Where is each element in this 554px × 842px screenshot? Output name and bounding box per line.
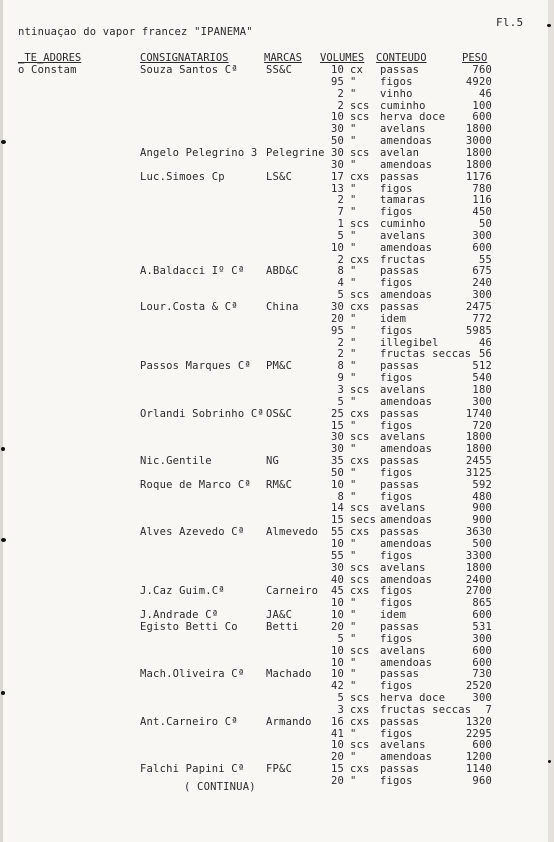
volume-unit-cell: cxs <box>350 408 370 420</box>
volume-count-cell: 8 <box>337 360 344 372</box>
contents-cell: amendoas <box>380 514 433 526</box>
contents-cell: passas <box>380 455 420 467</box>
volume-count-cell: 5 <box>337 692 344 704</box>
mark-cell: JA&C <box>266 609 293 621</box>
volume-count-cell: 7 <box>337 206 344 218</box>
volume-count-cell: 4 <box>337 277 344 289</box>
volume-count-cell: 35 <box>330 455 344 467</box>
scan-speck <box>1 447 5 451</box>
contents-cell: figos <box>380 372 413 384</box>
weight-cell: 1800 <box>465 159 492 171</box>
contents-cell: cuminho <box>380 218 426 230</box>
volume-count-cell: 2 <box>337 348 344 360</box>
volume-unit-cell: cxs <box>350 171 370 183</box>
volume-unit-cell: " <box>350 242 357 254</box>
contents-cell: passas <box>380 763 420 775</box>
weight-cell: 1200 <box>465 751 492 763</box>
volume-count-cell: 10 <box>330 538 344 550</box>
mark-cell: PM&C <box>266 360 293 372</box>
contents-cell: amendoas <box>380 159 433 171</box>
volume-unit-cell: " <box>350 337 357 349</box>
contents-cell: amendoas <box>380 574 433 586</box>
weight-cell: 592 <box>472 479 492 491</box>
volume-count-cell: 2 <box>337 337 344 349</box>
contents-cell: amendoas <box>380 751 433 763</box>
weight-cell: 46 <box>478 88 492 100</box>
volume-unit-cell: " <box>350 135 357 147</box>
contents-cell: passas <box>380 526 420 538</box>
mark-cell: Pelegrine <box>266 147 325 159</box>
weight-cell: 730 <box>472 668 492 680</box>
weight-cell: 512 <box>472 360 492 372</box>
volume-count-cell: 15 <box>330 763 344 775</box>
mark-cell: Armando <box>266 716 312 728</box>
sheet-number: Fl.5 <box>496 16 524 29</box>
volume-count-cell: 13 <box>330 183 344 195</box>
weight-cell: 1800 <box>465 443 492 455</box>
volume-count-cell: 30 <box>330 147 344 159</box>
weight-cell: 1176 <box>465 171 492 183</box>
contents-cell: figos <box>380 680 413 692</box>
weight-cell: 116 <box>472 194 492 206</box>
weight-cell: 3300 <box>465 550 492 562</box>
weight-cell: 600 <box>472 111 492 123</box>
weight-cell: 180 <box>472 384 492 396</box>
volume-count-cell: 41 <box>330 728 344 740</box>
volume-unit-cell: " <box>350 728 357 740</box>
volume-count-cell: 30 <box>330 123 344 135</box>
volume-count-cell: 5 <box>337 633 344 645</box>
contents-cell: avelans <box>380 230 426 242</box>
right-page-edge <box>548 0 554 842</box>
volume-unit-cell: scs <box>350 100 370 112</box>
volume-count-cell: 15 <box>330 514 344 526</box>
scan-speck <box>547 24 551 27</box>
volume-unit-cell: " <box>350 183 357 195</box>
scan-speck <box>1 140 6 144</box>
volume-count-cell: 5 <box>337 230 344 242</box>
document-title: ntinuaçao do vapor francez "IPANEMA" <box>18 26 253 38</box>
consignee-cell: A.Baldacci Iº Cª <box>140 265 245 277</box>
consignee-cell: Lour.Costa & Cª <box>140 301 238 313</box>
weight-cell: 2700 <box>465 585 492 597</box>
weight-cell: 3630 <box>465 526 492 538</box>
volume-unit-cell: cx <box>350 64 364 76</box>
volume-count-cell: 40 <box>330 574 344 586</box>
volume-unit-cell: " <box>350 680 357 692</box>
mark-cell: Betti <box>266 621 299 633</box>
volume-unit-cell: scs <box>350 692 370 704</box>
contents-cell: passas <box>380 265 420 277</box>
weight-cell: 3000 <box>465 135 492 147</box>
volume-unit-cell: " <box>350 491 357 503</box>
contents-cell: amendoas <box>380 135 433 147</box>
contents-cell: amendoas <box>380 657 433 669</box>
contents-cell: avelans <box>380 502 426 514</box>
weight-cell: 3125 <box>465 467 492 479</box>
weight-cell: 720 <box>472 420 492 432</box>
volume-unit-cell: scs <box>350 431 370 443</box>
weight-cell: 760 <box>472 64 492 76</box>
contents-cell: passas <box>380 64 420 76</box>
volume-unit-cell: cxs <box>350 455 370 467</box>
consignee-cell: Alves Azevedo Cª <box>140 526 245 538</box>
weight-cell: 675 <box>472 265 492 277</box>
consignee-cell: Luc.Simoes Cp <box>140 171 225 183</box>
contents-cell: passas <box>380 408 420 420</box>
weight-cell: 500 <box>472 538 492 550</box>
volume-unit-cell: " <box>350 265 357 277</box>
volume-unit-cell: " <box>350 657 357 669</box>
contents-cell: figos <box>380 277 413 289</box>
volume-unit-cell: " <box>350 88 357 100</box>
contents-cell: passas <box>380 479 420 491</box>
volume-unit-cell: scs <box>350 111 370 123</box>
volume-unit-cell: " <box>350 668 357 680</box>
contents-cell: figos <box>380 206 413 218</box>
exporter-name: o Constam <box>18 64 77 76</box>
volume-count-cell: 10 <box>330 739 344 751</box>
volume-count-cell: 30 <box>330 431 344 443</box>
weight-cell: 46 <box>478 337 492 349</box>
consignee-cell: Orlandi Sobrinho Cª <box>140 408 264 420</box>
contents-cell: avelans <box>380 384 426 396</box>
mark-cell: FP&C <box>266 763 293 775</box>
volume-unit-cell: " <box>350 360 357 372</box>
volume-count-cell: 50 <box>330 467 344 479</box>
volume-count-cell: 2 <box>337 194 344 206</box>
header-peso: PESO <box>462 52 488 64</box>
header-exportadores: _TE_ADORES <box>18 52 82 64</box>
volume-unit-cell: secs <box>350 514 377 526</box>
scan-speck <box>1 691 5 695</box>
mark-cell: Carneiro <box>266 585 319 597</box>
volume-unit-cell: " <box>350 313 357 325</box>
weight-cell: 4920 <box>465 76 492 88</box>
volume-count-cell: 10 <box>330 111 344 123</box>
weight-cell: 865 <box>472 597 492 609</box>
volume-count-cell: 45 <box>330 585 344 597</box>
volume-unit-cell: " <box>350 621 357 633</box>
volume-count-cell: 10 <box>330 657 344 669</box>
weight-cell: 480 <box>472 491 492 503</box>
mark-cell: OS&C <box>266 408 293 420</box>
weight-cell: 2475 <box>465 301 492 313</box>
weight-cell: 300 <box>472 396 492 408</box>
contents-cell: avelan <box>380 147 420 159</box>
contents-cell: amendoas <box>380 242 433 254</box>
consignee-cell: Nic.Gentile <box>140 455 212 467</box>
weight-cell: 100 <box>472 100 492 112</box>
volume-count-cell: 55 <box>330 526 344 538</box>
weight-cell: 1800 <box>465 123 492 135</box>
contents-cell: amendoas <box>380 289 433 301</box>
volume-count-cell: 1 <box>337 218 344 230</box>
mark-cell: Machado <box>266 668 312 680</box>
consignee-cell: J.Andrade Cª <box>140 609 219 621</box>
weight-cell: 1740 <box>465 408 492 420</box>
volume-unit-cell: scs <box>350 739 370 751</box>
contents-cell: figos <box>380 597 413 609</box>
contents-cell: passas <box>380 668 420 680</box>
weight-cell: 780 <box>472 183 492 195</box>
weight-cell: 540 <box>472 372 492 384</box>
weight-cell: 1800 <box>465 431 492 443</box>
weight-cell: 2455 <box>465 455 492 467</box>
weight-cell: 600 <box>472 645 492 657</box>
volume-count-cell: 10 <box>330 645 344 657</box>
contents-cell: passas <box>380 621 420 633</box>
volume-unit-cell: " <box>350 467 357 479</box>
volume-count-cell: 2 <box>337 88 344 100</box>
contents-cell: fructas seccas <box>380 348 472 360</box>
volume-count-cell: 17 <box>330 171 344 183</box>
consignee-cell: Angelo Pelegrino 3 <box>140 147 258 159</box>
volume-unit-cell: " <box>350 372 357 384</box>
volume-unit-cell: " <box>350 159 357 171</box>
contents-cell: herva doce <box>380 692 446 704</box>
volume-count-cell: 3 <box>337 704 344 716</box>
volume-unit-cell: cxs <box>350 301 370 313</box>
contents-cell: fructas <box>380 254 426 266</box>
weight-cell: 531 <box>472 621 492 633</box>
mark-cell: Almevedo <box>266 526 319 538</box>
contents-cell: herva doce <box>380 111 446 123</box>
volume-unit-cell: cxs <box>350 585 370 597</box>
contents-cell: idem <box>380 313 407 325</box>
weight-cell: 1800 <box>465 147 492 159</box>
weight-cell: 56 <box>478 348 492 360</box>
weight-cell: 600 <box>472 609 492 621</box>
contents-cell: passas <box>380 716 420 728</box>
volume-unit-cell: " <box>350 123 357 135</box>
consignee-cell: Passos Marques Cª <box>140 360 251 372</box>
volume-count-cell: 15 <box>330 420 344 432</box>
contents-cell: avelans <box>380 645 426 657</box>
volume-unit-cell: scs <box>350 218 370 230</box>
volume-unit-cell: " <box>350 597 357 609</box>
volume-unit-cell: " <box>350 751 357 763</box>
volume-unit-cell: cxs <box>350 526 370 538</box>
volume-count-cell: 10 <box>330 597 344 609</box>
volume-count-cell: 55 <box>330 550 344 562</box>
volume-count-cell: 95 <box>330 325 344 337</box>
weight-cell: 1140 <box>465 763 492 775</box>
left-page-edge <box>0 0 3 842</box>
volume-count-cell: 30 <box>330 159 344 171</box>
contents-cell: figos <box>380 325 413 337</box>
contents-cell: figos <box>380 467 413 479</box>
consignee-cell: Egisto Betti Co <box>140 621 238 633</box>
contents-cell: figos <box>380 585 413 597</box>
mark-cell: China <box>266 301 299 313</box>
volume-unit-cell: scs <box>350 645 370 657</box>
weight-cell: 772 <box>472 313 492 325</box>
volume-unit-cell: " <box>350 230 357 242</box>
volume-unit-cell: scs <box>350 289 370 301</box>
volume-count-cell: 30 <box>330 562 344 574</box>
contents-cell: figos <box>380 550 413 562</box>
volume-unit-cell: cxs <box>350 704 370 716</box>
contents-cell: cuminho <box>380 100 426 112</box>
volume-count-cell: 30 <box>330 301 344 313</box>
volume-count-cell: 10 <box>330 668 344 680</box>
volume-unit-cell: " <box>350 194 357 206</box>
volume-count-cell: 30 <box>330 443 344 455</box>
mark-cell: ABD&C <box>266 265 299 277</box>
volume-unit-cell: scs <box>350 562 370 574</box>
volume-unit-cell: " <box>350 206 357 218</box>
weight-cell: 600 <box>472 657 492 669</box>
weight-cell: 960 <box>472 775 492 787</box>
weight-cell: 300 <box>472 692 492 704</box>
volume-unit-cell: " <box>350 538 357 550</box>
consignee-cell: Mach.Oliveira Cª <box>140 668 245 680</box>
volume-count-cell: 20 <box>330 775 344 787</box>
volume-count-cell: 20 <box>330 621 344 633</box>
volume-count-cell: 5 <box>337 289 344 301</box>
contents-cell: figos <box>380 420 413 432</box>
contents-cell: avelans <box>380 123 426 135</box>
volume-count-cell: 10 <box>330 609 344 621</box>
contents-cell: tamaras <box>380 194 426 206</box>
volume-unit-cell: " <box>350 325 357 337</box>
contents-cell: figos <box>380 728 413 740</box>
weight-cell: 240 <box>472 277 492 289</box>
volume-count-cell: 10 <box>330 479 344 491</box>
header-marcas: MARCAS <box>264 52 302 64</box>
contents-cell: amendoas <box>380 396 433 408</box>
volume-unit-cell: " <box>350 479 357 491</box>
weight-cell: 300 <box>472 633 492 645</box>
weight-cell: 5985 <box>465 325 492 337</box>
scan-speck <box>1 538 6 542</box>
volume-count-cell: 3 <box>337 384 344 396</box>
volume-unit-cell: scs <box>350 147 370 159</box>
contents-cell: avelans <box>380 739 426 751</box>
volume-unit-cell: scs <box>350 574 370 586</box>
contents-cell: passas <box>380 360 420 372</box>
contents-cell: avelans <box>380 431 426 443</box>
volume-unit-cell: " <box>350 443 357 455</box>
mark-cell: NG <box>266 455 280 467</box>
weight-cell: 900 <box>472 502 492 514</box>
weight-cell: 600 <box>472 739 492 751</box>
volume-count-cell: 8 <box>337 265 344 277</box>
weight-cell: 450 <box>472 206 492 218</box>
contents-cell: illegibel <box>380 337 439 349</box>
volume-count-cell: 95 <box>330 76 344 88</box>
volume-unit-cell: " <box>350 550 357 562</box>
contents-cell: vinho <box>380 88 413 100</box>
volume-unit-cell: scs <box>350 502 370 514</box>
mark-cell: RM&C <box>266 479 293 491</box>
consignee-cell: Ant.Carneiro Cª <box>140 716 238 728</box>
weight-cell: 2400 <box>465 574 492 586</box>
volume-count-cell: 10 <box>330 242 344 254</box>
weight-cell: 50 <box>478 218 492 230</box>
header-conteudo: CONTEUDO <box>376 52 427 64</box>
volume-unit-cell: " <box>350 420 357 432</box>
volume-unit-cell: cxs <box>350 763 370 775</box>
consignee-cell: Souza Santos Cª <box>140 64 238 76</box>
contents-cell: figos <box>380 183 413 195</box>
volume-count-cell: 50 <box>330 135 344 147</box>
mark-cell: SS&C <box>266 64 293 76</box>
weight-cell: 300 <box>472 230 492 242</box>
weight-cell: 900 <box>472 514 492 526</box>
volume-count-cell: 5 <box>337 396 344 408</box>
volume-count-cell: 20 <box>330 313 344 325</box>
weight-cell: 2295 <box>465 728 492 740</box>
volume-unit-cell: " <box>350 396 357 408</box>
volume-count-cell: 25 <box>330 408 344 420</box>
volume-unit-cell: " <box>350 633 357 645</box>
volume-count-cell: 20 <box>330 751 344 763</box>
volume-count-cell: 2 <box>337 100 344 112</box>
weight-cell: 1800 <box>465 562 492 574</box>
weight-cell: 600 <box>472 242 492 254</box>
volume-unit-cell: scs <box>350 384 370 396</box>
volume-unit-cell: cxs <box>350 254 370 266</box>
continua-note: ( CONTINUA) <box>184 781 256 793</box>
volume-unit-cell: " <box>350 348 357 360</box>
weight-cell: 2520 <box>465 680 492 692</box>
contents-cell: figos <box>380 76 413 88</box>
weight-cell: 55 <box>478 254 492 266</box>
mark-cell: LS&C <box>266 171 293 183</box>
contents-cell: figos <box>380 491 413 503</box>
consignee-cell: J.Caz Guim.Cª <box>140 585 225 597</box>
consignee-cell: Falchi Papini Cª <box>140 763 245 775</box>
volume-count-cell: 9 <box>337 372 344 384</box>
consignee-cell: Roque de Marco Cª <box>140 479 251 491</box>
volume-count-cell: 14 <box>330 502 344 514</box>
volume-count-cell: 10 <box>330 64 344 76</box>
volume-unit-cell: cxs <box>350 716 370 728</box>
weight-cell: 1320 <box>465 716 492 728</box>
contents-cell: fructas seccas <box>380 704 472 716</box>
volume-unit-cell: " <box>350 775 357 787</box>
weight-cell: 7 <box>485 704 492 716</box>
contents-cell: passas <box>380 171 420 183</box>
volume-unit-cell: " <box>350 76 357 88</box>
header-consignatarios: CONSIGNATARIOS <box>140 52 229 64</box>
scan-speck <box>548 760 551 763</box>
contents-cell: figos <box>380 775 413 787</box>
volume-count-cell: 2 <box>337 254 344 266</box>
volume-unit-cell: " <box>350 609 357 621</box>
volume-unit-cell: " <box>350 277 357 289</box>
contents-cell: amendoas <box>380 538 433 550</box>
volume-count-cell: 8 <box>337 491 344 503</box>
contents-cell: figos <box>380 633 413 645</box>
volume-count-cell: 42 <box>330 680 344 692</box>
contents-cell: idem <box>380 609 407 621</box>
header-volumes: VOLUMES <box>320 52 365 64</box>
contents-cell: avelans <box>380 562 426 574</box>
volume-count-cell: 16 <box>330 716 344 728</box>
contents-cell: amendoas <box>380 443 433 455</box>
weight-cell: 300 <box>472 289 492 301</box>
contents-cell: passas <box>380 301 420 313</box>
